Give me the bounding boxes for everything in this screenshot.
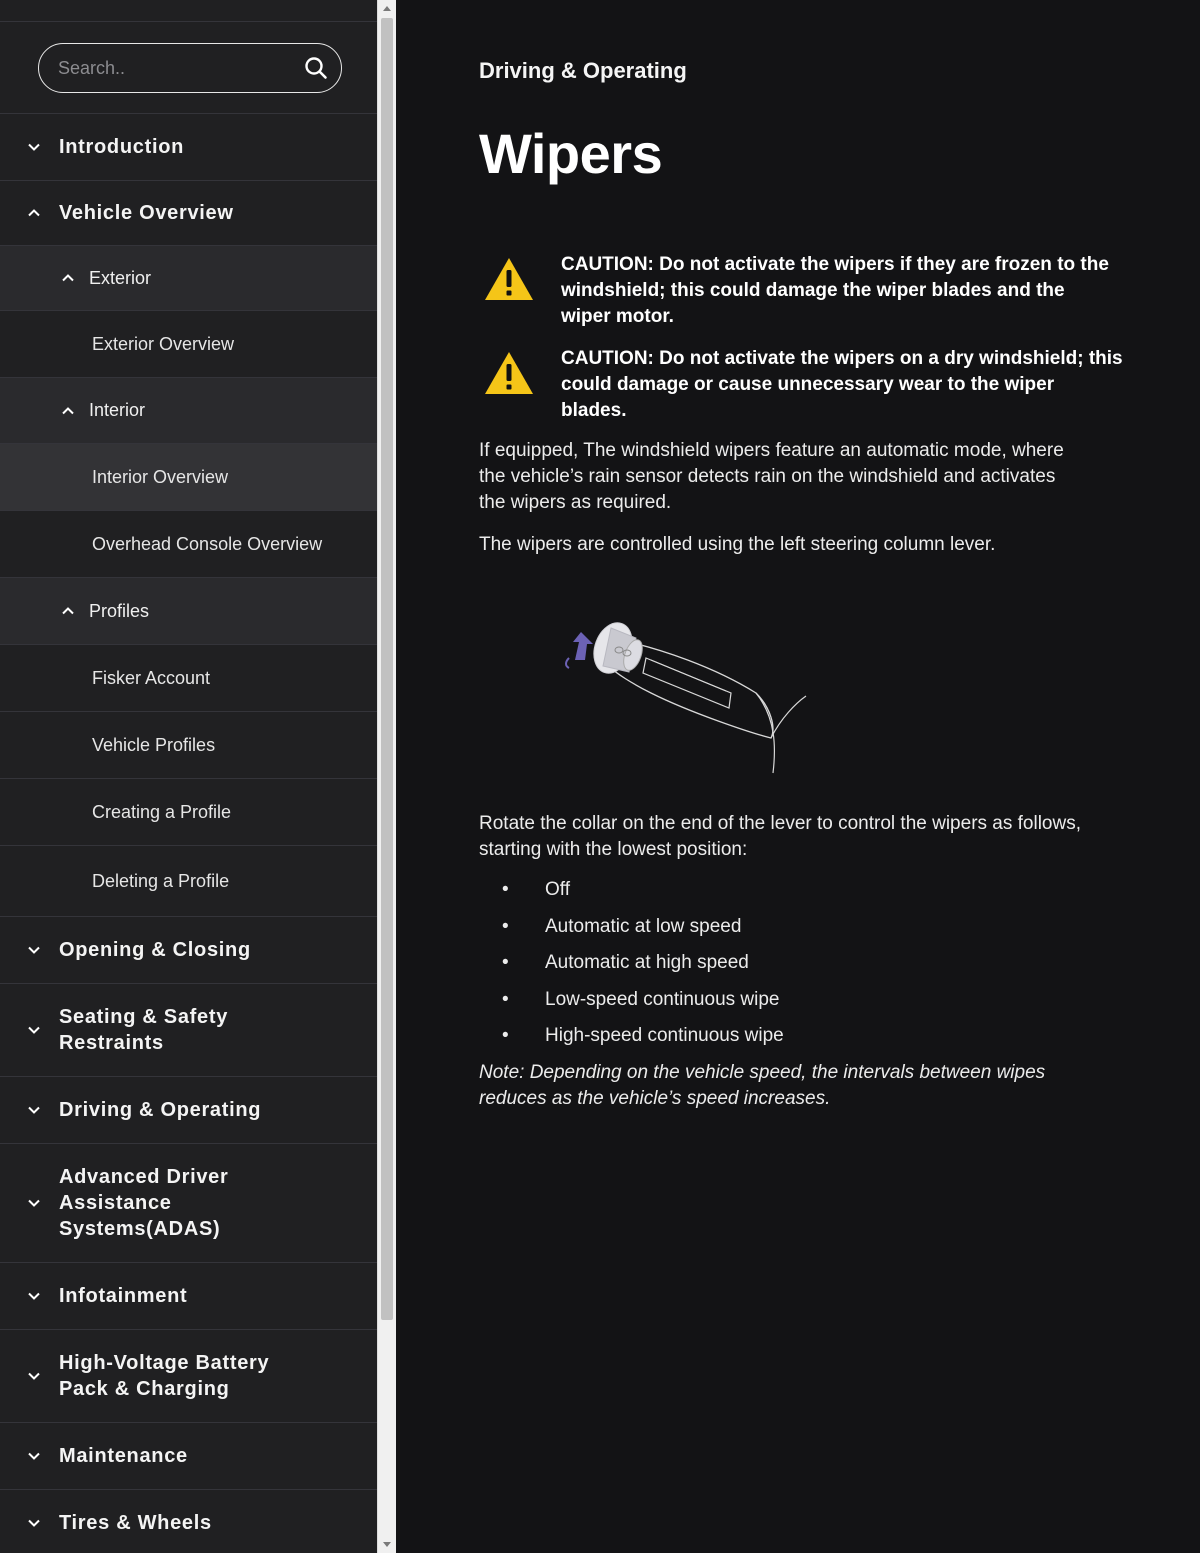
chevron-down-icon [26, 1102, 42, 1118]
chevron-down-icon [26, 139, 42, 155]
nav-label: Creating a Profile [92, 801, 232, 822]
nav-label-line: Seating & Safety [59, 1006, 229, 1028]
list-item: • Automatic at low speed [479, 914, 1139, 940]
nav-maintenance[interactable] [0, 1423, 377, 1490]
wiper-positions-list [479, 877, 1139, 1049]
nav-vehicle-overview[interactable] [0, 181, 377, 246]
nav-label-line: High-Voltage Battery [59, 1352, 270, 1374]
note-line: reduces as the vehicle’s speed increases. [479, 1087, 831, 1109]
nav-label: Exterior Overview [92, 333, 235, 354]
nav-vehicle-profiles[interactable] [0, 712, 377, 779]
sidebar-top-spacer [0, 0, 377, 22]
caution-line: blades. [561, 400, 627, 421]
chevron-down-icon [26, 1368, 42, 1384]
nav-label: Interior [89, 400, 146, 420]
nav-label: Vehicle Overview [59, 202, 234, 224]
caution-block [479, 252, 1139, 330]
caution-text [561, 346, 1123, 424]
chevron-down-icon [26, 1448, 42, 1464]
note-label: Note: [479, 1061, 525, 1083]
nav-exterior[interactable] [0, 246, 377, 311]
caution-block [479, 346, 1139, 424]
nav-label-line: Restraints [59, 1032, 164, 1054]
nav-label: Opening & Closing [59, 939, 251, 961]
breadcrumb[interactable]: Driving & Operating [479, 58, 687, 83]
note [479, 1060, 1139, 1112]
list-item: • Automatic at high speed [479, 950, 1139, 976]
nav-label-line: Advanced Driver [59, 1166, 229, 1188]
list-item: • Off [479, 877, 1139, 903]
chevron-up-icon [60, 603, 76, 619]
nav-label: Vehicle Profiles [92, 734, 216, 755]
caution-line: wiper motor. [561, 306, 674, 327]
nav-overhead-console-overview[interactable] [0, 511, 377, 578]
chevron-down-icon [26, 1515, 42, 1531]
main-content [396, 0, 1200, 1553]
scrollbar-thumb[interactable] [381, 18, 393, 1320]
nav-label: Tires & Wheels [59, 1512, 212, 1534]
caution-line: CAUTION: Do not activate the wipers on a dry windshield; this [561, 348, 1123, 369]
search-input[interactable] [58, 56, 298, 80]
caution-line: could damage or cause unnecessary wear to the wiper [561, 374, 1055, 395]
wiper-lever-illustration [551, 598, 811, 778]
nav-interior-overview[interactable] [0, 444, 377, 511]
chevron-down-icon [26, 1195, 42, 1211]
nav-fisker-account[interactable] [0, 645, 377, 712]
page-title: Wipers [479, 122, 663, 185]
chevron-down-icon [26, 1288, 42, 1304]
paragraph-lever: The wipers are controlled using the left steering column lever. [479, 534, 996, 555]
nav-tires-wheels[interactable] [0, 1490, 377, 1553]
note-line: Depending on the vehicle speed, the intervals between wipes [524, 1061, 1046, 1083]
nav-label: Infotainment [59, 1285, 188, 1307]
nav-label: Maintenance [59, 1445, 188, 1467]
chevron-down-icon [26, 1022, 42, 1038]
chevron-up-icon [60, 403, 76, 419]
nav-introduction[interactable] [0, 114, 377, 181]
search-area [0, 22, 377, 114]
sidebar [0, 0, 377, 1553]
nav-label [59, 1164, 228, 1242]
nav-seating-safety[interactable] [0, 984, 377, 1077]
nav-label: Profiles [89, 600, 150, 621]
nav-label [59, 1004, 228, 1056]
nav-label-line: Pack & Charging [59, 1378, 230, 1400]
article [479, 56, 1139, 1112]
nav-hv-battery[interactable] [0, 1330, 377, 1423]
nav-profiles[interactable] [0, 578, 377, 645]
warning-icon [483, 350, 535, 396]
list-item: • High-speed continuous wipe [479, 1023, 1139, 1049]
nav-label: Fisker Account [92, 667, 211, 688]
para-line: the vehicle’s rain sensor detects rain on the windshield and activates [479, 466, 1056, 487]
nav-label-line: Assistance [59, 1192, 172, 1214]
nav-label [59, 1350, 269, 1402]
warning-icon [483, 256, 535, 302]
nav-interior[interactable] [0, 378, 377, 444]
sidebar-scrollbar[interactable] [377, 0, 396, 1553]
chevron-up-icon [60, 270, 76, 286]
nav-infotainment[interactable] [0, 1263, 377, 1330]
nav-creating-a-profile[interactable] [0, 779, 377, 846]
para-line: the wipers as required. [479, 492, 672, 513]
list-item: • Low-speed continuous wipe [479, 987, 1139, 1013]
nav-label: Introduction [59, 136, 185, 158]
nav-label: Interior Overview [92, 466, 229, 487]
nav-label: Deleting a Profile [92, 870, 230, 891]
caution-line: windshield; this could damage the wiper blades and the [561, 280, 1065, 301]
nav-exterior-overview[interactable] [0, 311, 377, 378]
chevron-down-icon [26, 942, 42, 958]
scroll-up-arrow[interactable] [383, 6, 391, 11]
search-box[interactable] [38, 43, 342, 93]
nav-driving-operating[interactable] [0, 1077, 377, 1144]
nav-label-line: Systems(ADAS) [59, 1218, 221, 1240]
para-line: starting with the lowest position: [479, 839, 748, 860]
para-line: Rotate the collar on the end of the lever to control the wipers as follows, [479, 813, 1081, 834]
nav-label: Overhead Console Overview [92, 533, 323, 554]
search-icon[interactable] [304, 56, 328, 80]
paragraph-rotate-collar [479, 811, 1139, 863]
nav-adas[interactable] [0, 1144, 377, 1263]
nav-label: Driving & Operating [59, 1099, 262, 1121]
caution-text [561, 252, 1109, 330]
chevron-up-icon [26, 205, 42, 221]
scroll-down-arrow[interactable] [383, 1542, 391, 1547]
nav-opening-closing[interactable] [0, 917, 377, 984]
nav-label: Exterior [89, 267, 152, 288]
para-line: If equipped, The windshield wipers feature an automatic mode, where [479, 440, 1064, 461]
paragraph-auto-mode [479, 438, 1139, 516]
nav-deleting-a-profile[interactable] [0, 846, 377, 917]
caution-line: CAUTION: Do not activate the wipers if they are frozen to the [561, 254, 1109, 275]
